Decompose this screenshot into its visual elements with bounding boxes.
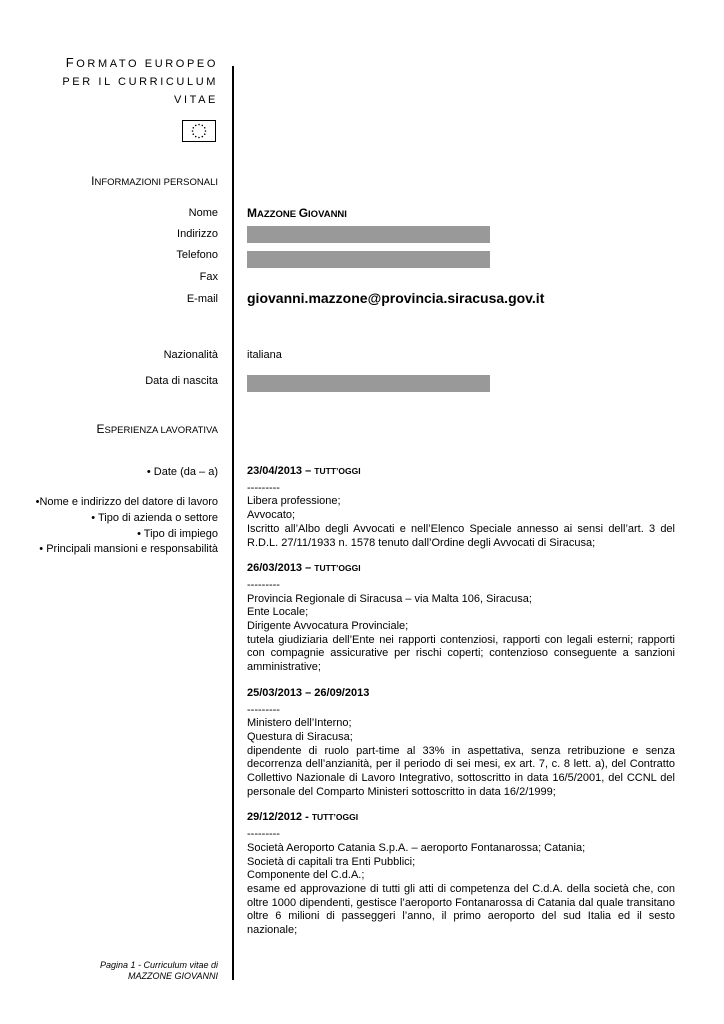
entry-sector: Avvocato; xyxy=(247,509,296,522)
entry-separator: --------- xyxy=(247,578,280,591)
entry-date-range: 23/04/2013 – xyxy=(247,465,315,477)
section-personal-info xyxy=(91,174,218,188)
title-line-1: FORMATO EUROPEO xyxy=(65,55,218,70)
label-email: E-mail xyxy=(186,293,218,305)
redacted-address xyxy=(247,226,490,243)
entry-separator: --------- xyxy=(247,703,280,716)
label-employer: •Nome e indirizzo del datore di lavoro xyxy=(35,496,218,508)
vertical-divider xyxy=(232,66,234,980)
label-nome: Nome xyxy=(188,207,218,219)
entry-date xyxy=(247,465,675,479)
section-title-rest: NFORMAZIONI PERSONALI xyxy=(94,177,218,188)
page-footer xyxy=(100,960,218,982)
label-indirizzo: Indirizzo xyxy=(177,228,218,240)
experience-entries xyxy=(247,465,675,950)
entry-description: Iscritto all’Albo degli Avvocati e nell’Elenco Speciale annesso ai sensi dell’art. 3 del R.D.L. 27/11/1933 n. 1578 tenuto dall’Ordine degli Avvocati di Siracusa; xyxy=(247,522,675,549)
section-experience xyxy=(96,422,218,436)
entry-employer: Provincia Regionale di Siracusa – via Malta 106, Siracusa; xyxy=(247,592,532,605)
entry-employer: Libera professione; xyxy=(247,495,341,508)
value-nome xyxy=(247,206,347,222)
experience-entry xyxy=(247,465,675,550)
title-line-3: VITAE xyxy=(174,94,218,106)
entry-sector: Questura di Siracusa; xyxy=(247,730,353,743)
entry-separator: --------- xyxy=(247,828,280,841)
document-title xyxy=(62,54,218,109)
entry-sector: Ente Locale; xyxy=(247,606,309,619)
label-sector: • Tipo di azienda o settore xyxy=(91,512,218,524)
label-responsibilities: • Principali mansioni e responsabilità xyxy=(39,543,218,555)
entry-date-end: TUTT’OGGI xyxy=(311,812,359,823)
entry-description: dipendente di ruolo part-time al 33% in aspettativa, senza retribuzione e senza decorrenza dell’anzianità, per il periodo di sei mesi, ex art. 7, c. 8 lett. a), del Contratto Collettivo Nazionale di Lavoro Integrativo, sottoscritto in data 16/5/2001, del CCNL del personale del Comparto Ministeri sottoscritto in data 16/2/1999; xyxy=(247,744,675,798)
redacted-phone xyxy=(247,251,490,268)
entry-employer: Società Aeroporto Catania S.p.A. – aeroporto Fontanarossa; Catania; xyxy=(247,841,586,854)
title-line-2: PER IL CURRICULUM xyxy=(62,76,218,88)
footer-line-2: MAZZONE GIOVANNI xyxy=(127,971,218,981)
label-nazionalita: Nazionalità xyxy=(163,349,218,361)
entry-job-type: Componente del C.d.A.; xyxy=(247,869,365,882)
name-part-1: AZZONE xyxy=(257,209,299,220)
entry-date xyxy=(247,687,675,701)
section-initial: I xyxy=(91,174,95,188)
section-initial: E xyxy=(96,422,105,436)
label-fax: Fax xyxy=(199,271,218,283)
label-date: • Date (da – a) xyxy=(146,466,218,478)
entry-date-range: 25/03/2013 – 26/09/2013 xyxy=(247,686,370,699)
redacted-birthdate xyxy=(247,375,490,392)
eu-flag-icon xyxy=(182,120,216,142)
entry-sector: Società di capitali tra Enti Pubblici; xyxy=(247,855,416,868)
name-initial-2: G xyxy=(298,206,309,220)
label-data-nascita: Data di nascita xyxy=(145,375,218,387)
label-telefono: Telefono xyxy=(176,249,218,261)
entry-date-range: 29/12/2012 - xyxy=(247,811,312,824)
entry-description: esame ed approvazione di tutti gli atti di competenza del C.d.A. della società che, con oltre 1000 dipendenti, gestisce l’aeroporto Fontanarossa di Catania dal quale transitano oltre 6 milioni di passeggeri l’anno, il primo aeroporto del sud Italia ed il sesto nazionale; xyxy=(247,882,675,937)
value-email[interactable]: giovanni.mazzone@provincia.siracusa.gov.it xyxy=(247,290,545,306)
footer-line-1: Pagina 1 - Curriculum vitae di xyxy=(99,960,218,970)
experience-entry xyxy=(247,562,675,675)
entry-date-range: 26/03/2013 – xyxy=(247,562,315,575)
section-title-rest: SPERIENZA LAVORATIVA xyxy=(104,425,218,436)
entry-date xyxy=(247,811,675,825)
entry-separator: --------- xyxy=(247,481,280,494)
experience-entry xyxy=(247,811,675,937)
entry-description: tutela giudiziaria dell’Ente nei rapporti contenziosi, rapporti con legali esterni; rapporti con compagnie assicurative per rischi coperti; contenzioso conseguente a sanzioni amministrative; xyxy=(247,633,675,674)
name-part-2: IOVANNI xyxy=(308,209,347,220)
entry-date-end: TUTT’OGGI xyxy=(314,563,361,574)
value-nazionalita: italiana xyxy=(247,349,282,361)
experience-entry xyxy=(247,687,675,800)
entry-date xyxy=(247,562,675,576)
entry-job-type: Dirigente Avvocatura Provinciale; xyxy=(247,620,409,633)
name-initial-1: M xyxy=(247,206,257,220)
entry-employer: Ministero dell’Interno; xyxy=(247,717,352,730)
entry-date-end: TUTT’OGGI xyxy=(314,466,361,476)
label-job-type: • Tipo di impiego xyxy=(137,528,218,540)
